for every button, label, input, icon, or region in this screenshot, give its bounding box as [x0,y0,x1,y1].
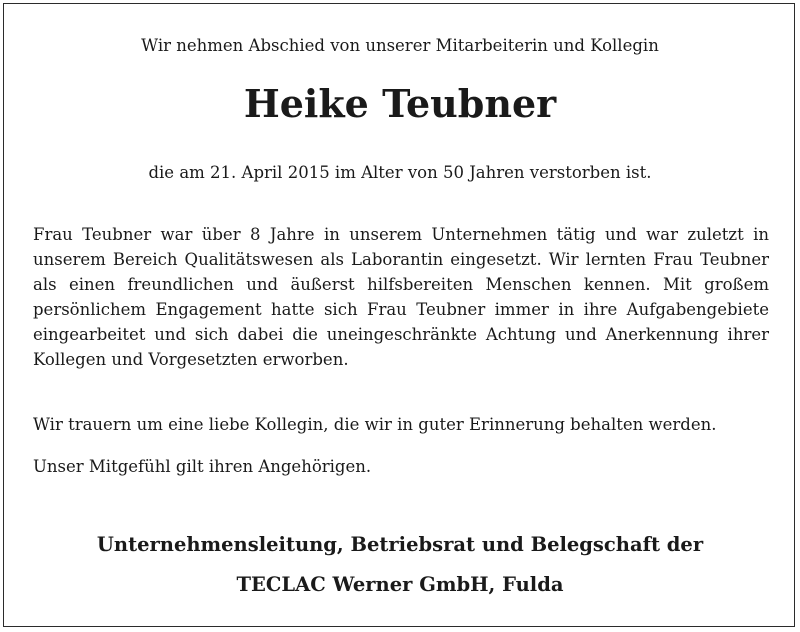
tribute-line: unserem Bereich Qualitätswesen als Laborantin eingesetzt. Wir lernten Frau Teubner [33,250,769,269]
signature-line-1: Unternehmensleitung, Betriebsrat und Belegschaft der [96,533,704,556]
intro-line: Wir nehmen Abschied von unserer Mitarbeiterin und Kollegin [141,36,659,55]
condolence-statement: Unser Mitgefühl gilt ihren Angehörigen. [33,457,372,476]
tribute-paragraph [33,222,769,372]
tribute-line: Kollegen und Vorgesetzten erworben. [33,350,349,369]
mourning-statement: Wir trauern um eine liebe Kollegin, die wir in guter Erinnerung behalten werden. [33,415,717,434]
tribute-line: persönlichem Engagement hatte sich Frau Teubner immer in ihre Aufgabengebiete [33,300,769,319]
tribute-line: Frau Teubner war über 8 Jahre in unserem Unternehmen tätig und war zuletzt in [33,225,769,244]
signature-company: TECLAC Werner GmbH, Fulda [236,573,564,596]
death-date-line: die am 21. April 2015 im Alter von 50 Jahren verstorben ist. [148,163,652,182]
deceased-name: Heike Teubner [243,81,557,126]
tribute-line: als einen freundlichen und äußerst hilfsbereiten Menschen kennen. Mit großem [33,275,769,294]
tribute-line: eingearbeitet und sich dabei die uneingeschränkte Achtung und Anerkennung ihrer [33,325,769,344]
